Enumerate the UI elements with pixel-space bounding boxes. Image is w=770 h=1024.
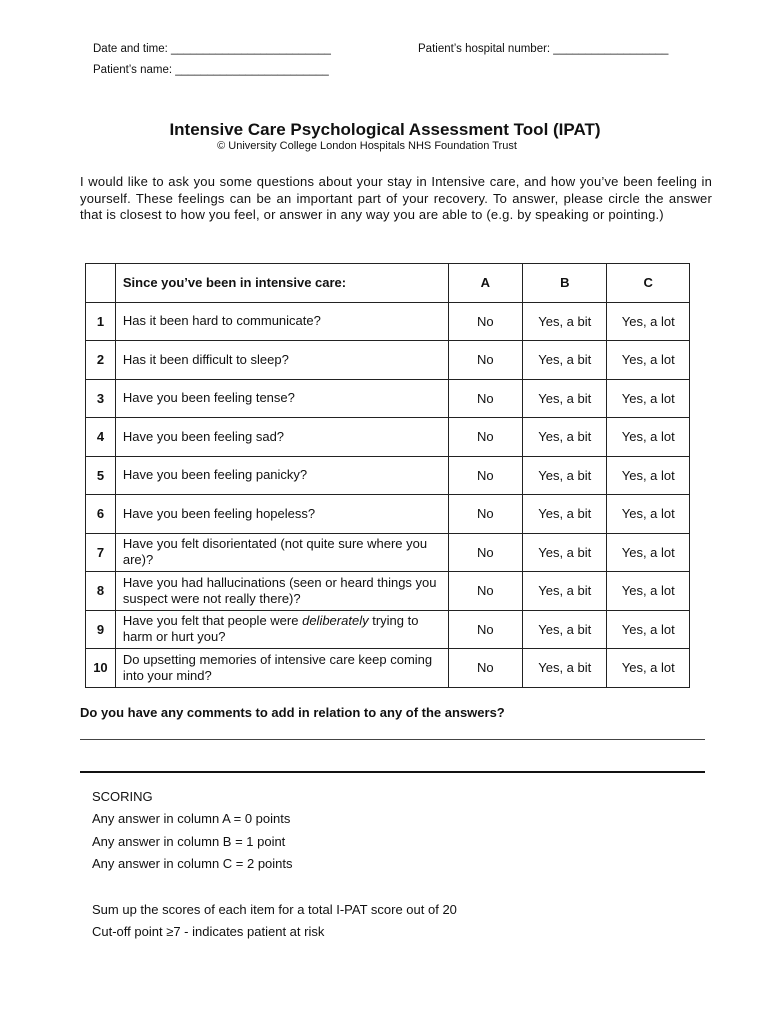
answer-c[interactable]: Yes, a lot bbox=[607, 649, 690, 688]
scoring-col-c: Any answer in column C = 2 points bbox=[92, 856, 293, 871]
answer-b[interactable]: Yes, a bit bbox=[523, 495, 607, 534]
answer-a[interactable]: No bbox=[448, 302, 522, 341]
comments-prompt: Do you have any comments to add in relation to any of the answers? bbox=[80, 705, 505, 720]
row-number: 4 bbox=[86, 418, 116, 457]
question-text: Have you felt that people were bbox=[122, 613, 303, 629]
table-header-row bbox=[86, 264, 690, 303]
row-question: Do upsetting memories of intensive care keep coming into your mind? bbox=[115, 649, 448, 688]
row-number: 8 bbox=[86, 572, 116, 611]
row-question: Have you been feeling hopeless? bbox=[115, 495, 448, 534]
header-num-cell bbox=[86, 264, 116, 303]
answer-c[interactable]: Yes, a lot bbox=[607, 610, 690, 649]
answer-a[interactable]: No bbox=[448, 418, 522, 457]
comments-line[interactable] bbox=[80, 739, 705, 740]
table-row bbox=[86, 379, 690, 418]
answer-b[interactable]: Yes, a bit bbox=[523, 533, 607, 572]
answer-a[interactable]: No bbox=[448, 456, 522, 495]
scoring-col-a: Any answer in column A = 0 points bbox=[92, 811, 291, 826]
answer-c[interactable]: Yes, a lot bbox=[607, 418, 690, 457]
answer-a[interactable]: No bbox=[448, 495, 522, 534]
answer-b[interactable]: Yes, a bit bbox=[523, 341, 607, 380]
section-divider bbox=[80, 771, 705, 773]
answer-c[interactable]: Yes, a lot bbox=[607, 379, 690, 418]
answer-c[interactable]: Yes, a lot bbox=[607, 495, 690, 534]
header-col-a: A bbox=[448, 264, 522, 303]
row-question: Has it been hard to communicate? bbox=[115, 302, 448, 341]
question-emphasis: deliberately bbox=[302, 613, 369, 629]
intro-paragraph: I would like to ask you some questions about your stay in Intensive care, and how you’ve been feeling in yourself. These feelings can be an important part of your recovery. To answer, please circle the answer that is closest to how you feel, or answer in any way you are able to (e.g. by speaking or pointing.) bbox=[80, 174, 712, 222]
scoring-sum: Sum up the scores of each item for a total I-PAT score out of 20 bbox=[92, 902, 457, 917]
row-number: 5 bbox=[86, 456, 116, 495]
copyright-line: © University College London Hospitals NHS Foundation Trust bbox=[217, 140, 517, 152]
row-number: 7 bbox=[86, 533, 116, 572]
answer-a[interactable]: No bbox=[448, 572, 522, 611]
header-question: Since you’ve been in intensive care: bbox=[115, 264, 448, 303]
hospital-number-field: Patient’s hospital number: __________________ bbox=[418, 43, 669, 55]
answer-c[interactable]: Yes, a lot bbox=[607, 533, 690, 572]
question-text: trying to harm or hurt you? bbox=[122, 613, 419, 645]
questionnaire-table bbox=[85, 263, 690, 688]
row-number: 10 bbox=[86, 649, 116, 688]
table-row bbox=[86, 533, 690, 572]
row-number: 9 bbox=[86, 610, 116, 649]
table-row bbox=[86, 610, 690, 649]
answer-b[interactable]: Yes, a bit bbox=[523, 302, 607, 341]
row-question bbox=[115, 610, 448, 649]
answer-b[interactable]: Yes, a bit bbox=[523, 649, 607, 688]
date-time-field: Date and time: _________________________ bbox=[93, 43, 331, 55]
answer-b[interactable]: Yes, a bit bbox=[523, 418, 607, 457]
header-col-c: C bbox=[607, 264, 690, 303]
row-question: Have you been feeling panicky? bbox=[115, 456, 448, 495]
answer-b[interactable]: Yes, a bit bbox=[523, 379, 607, 418]
answer-c[interactable]: Yes, a lot bbox=[607, 456, 690, 495]
row-question: Have you had hallucinations (seen or heard things you suspect were not really there)? bbox=[115, 572, 448, 611]
row-number: 6 bbox=[86, 495, 116, 534]
table-row bbox=[86, 649, 690, 688]
scoring-col-b: Any answer in column B = 1 point bbox=[92, 834, 286, 849]
table-row bbox=[86, 456, 690, 495]
answer-b[interactable]: Yes, a bit bbox=[523, 456, 607, 495]
patient-name-field: Patient’s name: ________________________ bbox=[93, 64, 329, 76]
answer-a[interactable]: No bbox=[448, 379, 522, 418]
answer-b[interactable]: Yes, a bit bbox=[523, 572, 607, 611]
row-question: Have you been feeling tense? bbox=[115, 379, 448, 418]
page-title: Intensive Care Psychological Assessment Tool (IPAT) bbox=[169, 120, 601, 139]
table-row bbox=[86, 418, 690, 457]
row-number: 2 bbox=[86, 341, 116, 380]
table-row bbox=[86, 302, 690, 341]
table-row bbox=[86, 341, 690, 380]
answer-c[interactable]: Yes, a lot bbox=[607, 302, 690, 341]
answer-b[interactable]: Yes, a bit bbox=[523, 610, 607, 649]
scoring-cutoff: Cut-off point ≥7 - indicates patient at risk bbox=[92, 924, 325, 939]
answer-a[interactable]: No bbox=[448, 649, 522, 688]
row-question: Have you felt disorientated (not quite sure where you are)? bbox=[115, 533, 448, 572]
header-col-b: B bbox=[523, 264, 607, 303]
row-question: Have you been feeling sad? bbox=[115, 418, 448, 457]
row-question: Has it been difficult to sleep? bbox=[115, 341, 448, 380]
answer-a[interactable]: No bbox=[448, 610, 522, 649]
answer-a[interactable]: No bbox=[448, 341, 522, 380]
row-number: 1 bbox=[86, 302, 116, 341]
table-row bbox=[86, 572, 690, 611]
row-number: 3 bbox=[86, 379, 116, 418]
scoring-heading: SCORING bbox=[92, 789, 153, 804]
answer-c[interactable]: Yes, a lot bbox=[607, 572, 690, 611]
answer-a[interactable]: No bbox=[448, 533, 522, 572]
answer-c[interactable]: Yes, a lot bbox=[607, 341, 690, 380]
table-row bbox=[86, 495, 690, 534]
